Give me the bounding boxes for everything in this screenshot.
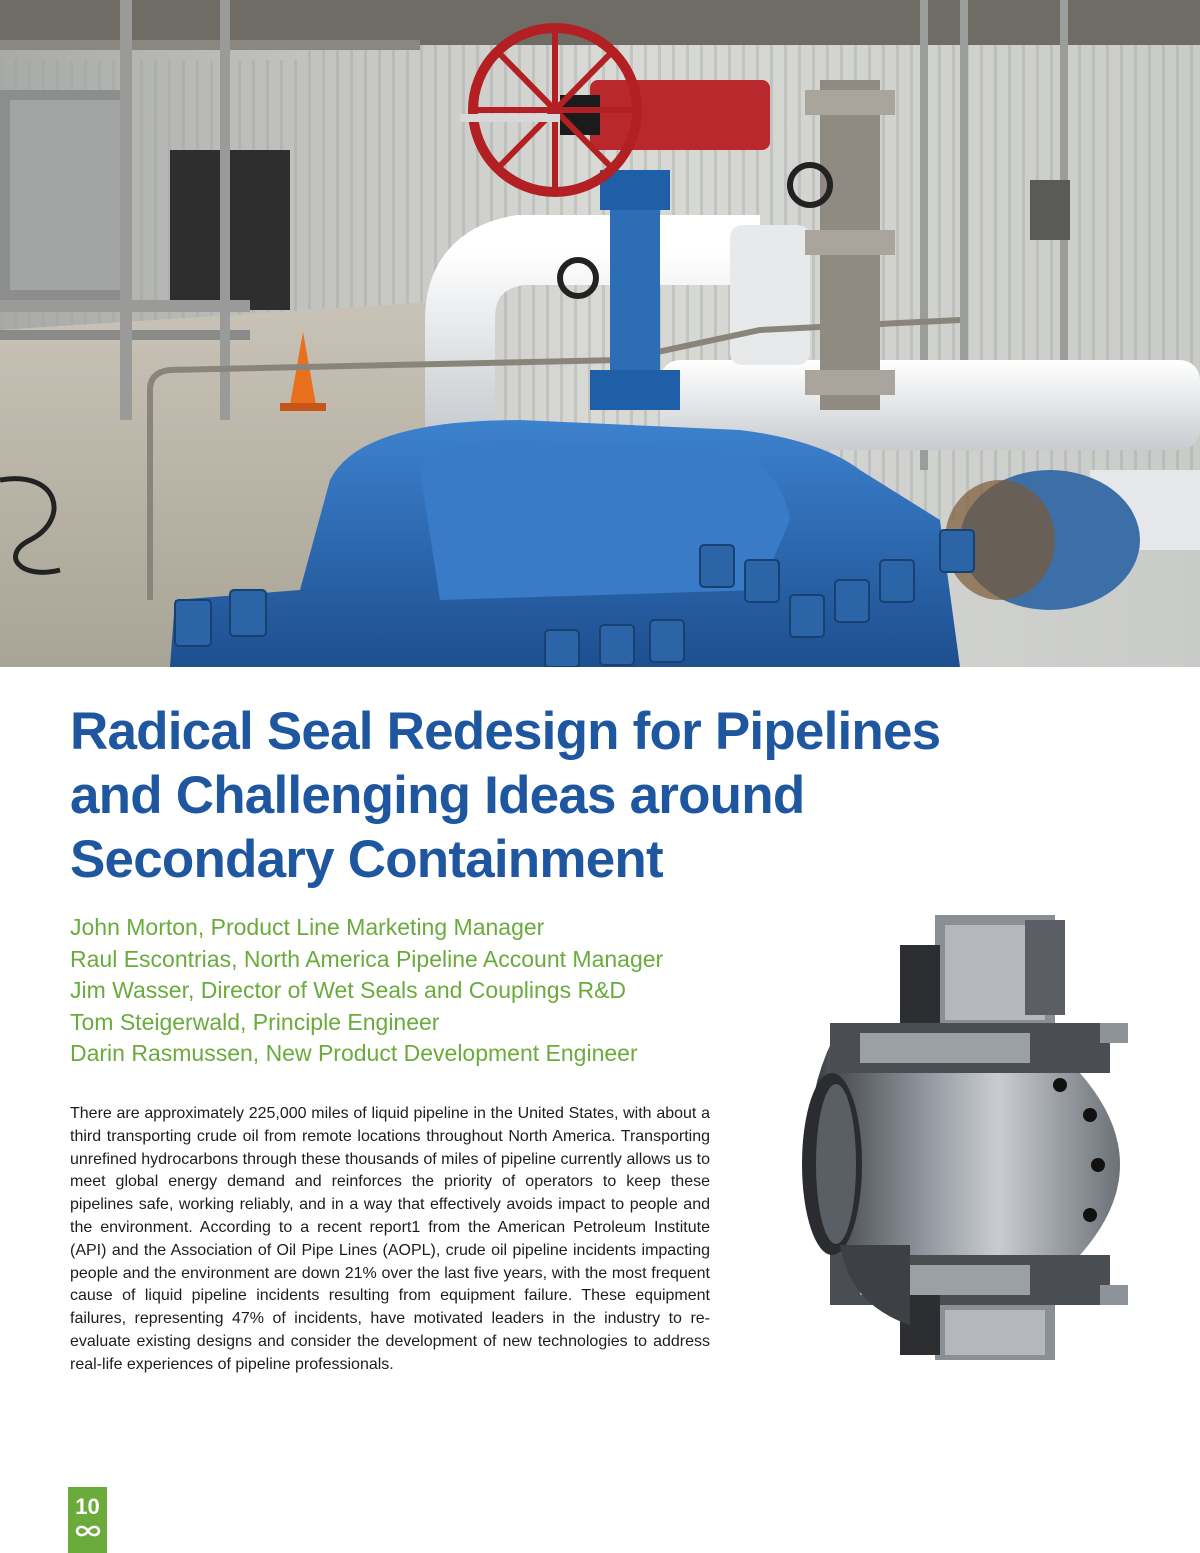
author-item: Tom Steigerwald, Principle Engineer [70,1008,440,1035]
body-paragraph: There are approximately 225,000 miles of liquid pipeline in the United States, with about a third transporting crude oil from remote locations throughout North America. Transporting unrefined hydrocarbons through these thousands of miles of pipeline currently allows us to meet global energy demand and reinforces the priority of operators to keep these pipelines safe, working reliably, and in a way that effectively avoids impact to people and the environment. According to a recent report1 from the American Petroleum Institute (API) and the Association of Oil Pipe Lines (AOPL), crude oil pipeline incidents impacting people and the environment are down 21% over the last five years, with the most frequent cause of liquid pipeline incidents resulting from equipment failure. These equipment failures, representing 47% of incidents, have motivated leaders in the industry to re-evaluate existing designs and consider the development of new technologies to address real-life experiences of pipeline professionals. [70,1105,710,1373]
article-title [70,700,1150,892]
page-number-badge [68,1487,107,1553]
infinity-icon [74,1523,102,1539]
article-title-line: Radical Seal Redesign for Pipelines [70,702,941,761]
page-number: 10 [75,1494,100,1519]
mechanical-seal-cutaway-image [760,905,1180,1365]
author-item: John Morton, Product Line Marketing Manager [70,914,545,940]
article-title-line: and Challenging Ideas around [70,766,805,825]
author-item: Darin Rasmussen, New Product Development Engineer [70,1040,638,1066]
author-list [70,912,790,1070]
article-title-line: Secondary Containment [70,830,663,889]
seal-illustration [760,905,1180,1365]
author-item: Jim Wasser, Director of Wet Seals and Couplings R&D [70,977,627,1003]
hero-photo-pump-station [0,0,1200,667]
author-item: Raul Escontrias, North America Pipeline Account Manager [70,945,664,972]
pump-station-illustration [0,0,1200,667]
